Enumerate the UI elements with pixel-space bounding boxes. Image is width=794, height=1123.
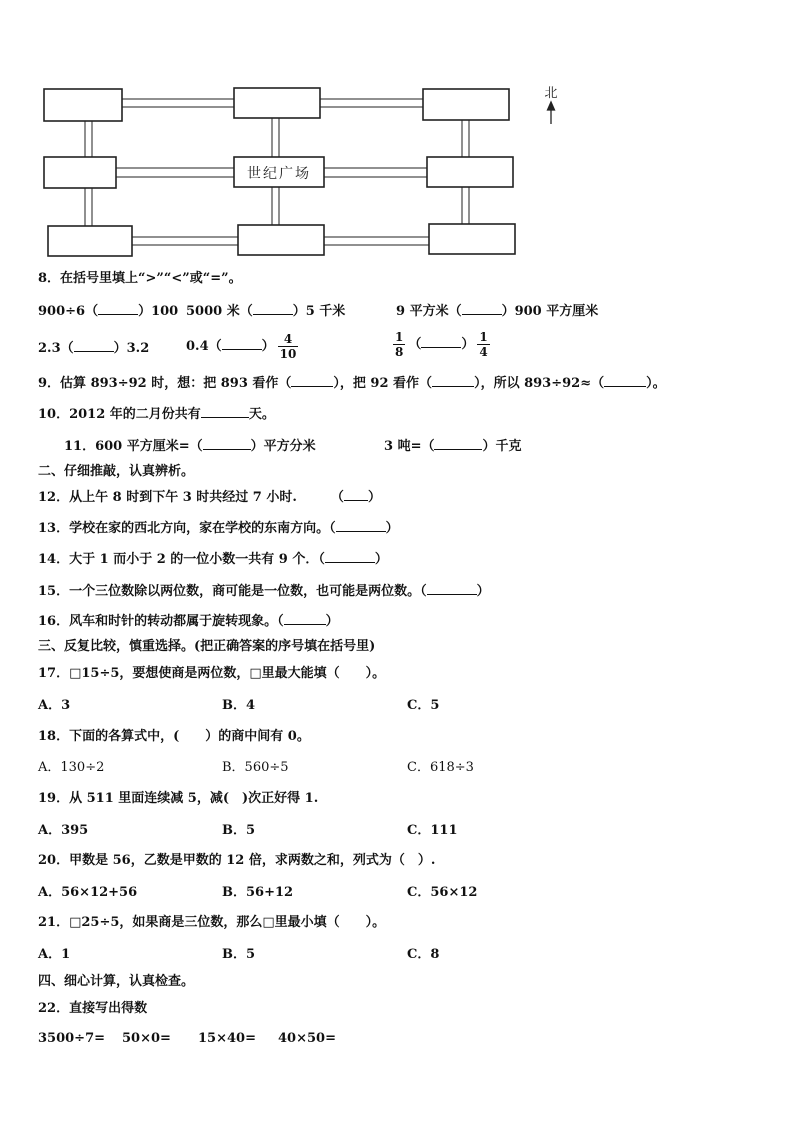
q8-item-1: 900÷6（ ）100 xyxy=(38,304,179,319)
q20-option-b: B．56+12 xyxy=(222,885,294,900)
q22-item-1: 3500÷7= xyxy=(38,1031,106,1046)
north-arrow-icon xyxy=(548,102,555,124)
map-block-s xyxy=(238,225,324,255)
q20-option-a: A．56×12+56 xyxy=(38,885,138,900)
map-block-sw xyxy=(48,226,132,256)
map-block-n xyxy=(234,88,320,118)
map-block-ne xyxy=(423,89,509,120)
q20-stem: 20．甲数是 56，乙数是甲数的 12 倍，求两数之和，列式为（ ）. xyxy=(38,853,436,868)
q12: 12．从上午 8 时到下午 3 时共经过 7 小时. （ ） xyxy=(38,490,381,505)
q18-option-c: C．618÷3 xyxy=(407,760,474,775)
q18-stem: 18．下面的各算式中，( ）的商中间有 0。 xyxy=(38,729,310,744)
q21-stem: 21．□25÷5，如果商是三位数，那么□里最小填（ ）。 xyxy=(38,915,386,930)
q16: 16．风车和时针的转动都属于旋转现象。（ ） xyxy=(38,614,339,629)
q18-option-b: B．560÷5 xyxy=(222,760,289,775)
north-label: 北 xyxy=(544,86,558,101)
map-block-e xyxy=(427,157,513,187)
q8-item-3: 9 平方米（ ）900 平方厘米 xyxy=(396,304,599,319)
q17-option-b: B．4 xyxy=(222,698,256,713)
q17-stem: 17．□15÷5，要想使商是两位数，□里最大能填（ ）。 xyxy=(38,666,386,681)
q10: 10．2012 年的二月份共有 天。 xyxy=(38,407,275,422)
q11-item-2: 3 吨=（ ）千克 xyxy=(384,439,522,454)
q15: 15．一个三位数除以两位数，商可能是一位数，也可能是两位数。（ ） xyxy=(38,584,490,599)
q8-prompt: 8．在括号里填上“>”“<”或“=”。 xyxy=(38,271,242,286)
q14: 14．大于 1 而小于 2 的一位小数一共有 9 个．（ ） xyxy=(38,552,388,567)
map-block-nw xyxy=(44,89,122,121)
q18-option-a: A．130÷2 xyxy=(38,760,105,775)
q22-item-2: 50×0= xyxy=(122,1031,171,1046)
q19-option-b: B．5 xyxy=(222,823,256,838)
q21-option-a: A．1 xyxy=(38,947,71,962)
fraction-1-8: $\frac{1}{8}$ xyxy=(395,330,404,359)
fraction-4-10: $\frac{4}{10}$ xyxy=(279,332,297,361)
q19-option-a: A．395 xyxy=(38,823,89,838)
map-block-se xyxy=(429,224,515,254)
map-center-label: 世纪广场 xyxy=(247,166,311,182)
q22-item-4: 40×50= xyxy=(278,1031,336,1046)
q8-item-5: 0.4（ ） $\frac{4}{10}$ xyxy=(186,332,297,361)
q8-item-4: 2.3（ ）3.2 xyxy=(38,341,150,356)
section-2-heading: 二、仔细推敲，认真辨析。 xyxy=(38,464,195,479)
q9: 9．估算 893÷92 时，想：把 893 看作（ ），把 92 看作（ ），所以 893÷92≈（ ）。 xyxy=(38,376,666,391)
q8-item-6: $\frac{1}{8}$ （ ） $\frac{1}{4}$ xyxy=(395,330,488,359)
q22-item-3: 15×40= xyxy=(198,1031,256,1046)
q21-option-c: C．8 xyxy=(407,947,440,962)
map-diagram xyxy=(0,0,794,270)
q19-stem: 19．从 511 里面连续减 5，减( )次正好得 1. xyxy=(38,791,319,806)
section-3-heading: 三、反复比较，慎重选择。(把正确答案的序号填在括号里) xyxy=(38,639,376,654)
q22-stem: 22．直接写出得数 xyxy=(38,1001,148,1016)
section-4-heading: 四、细心计算，认真检查。 xyxy=(38,974,195,989)
q20-option-c: C．56×12 xyxy=(407,885,478,900)
q13: 13．学校在家的西北方向，家在学校的东南方向。（ ） xyxy=(38,521,399,536)
fraction-1-4: $\frac{1}{4}$ xyxy=(479,330,488,359)
map-block-w xyxy=(44,157,116,188)
q11-item-1: 11．600 平方厘米=（ ）平方分米 xyxy=(64,439,316,454)
q21-option-b: B．5 xyxy=(222,947,256,962)
q17-option-c: C．5 xyxy=(407,698,440,713)
q19-option-c: C．111 xyxy=(407,823,458,838)
q17-option-a: A．3 xyxy=(38,698,71,713)
q8-item-2: 5000 米（ ）5 千米 xyxy=(186,304,346,319)
